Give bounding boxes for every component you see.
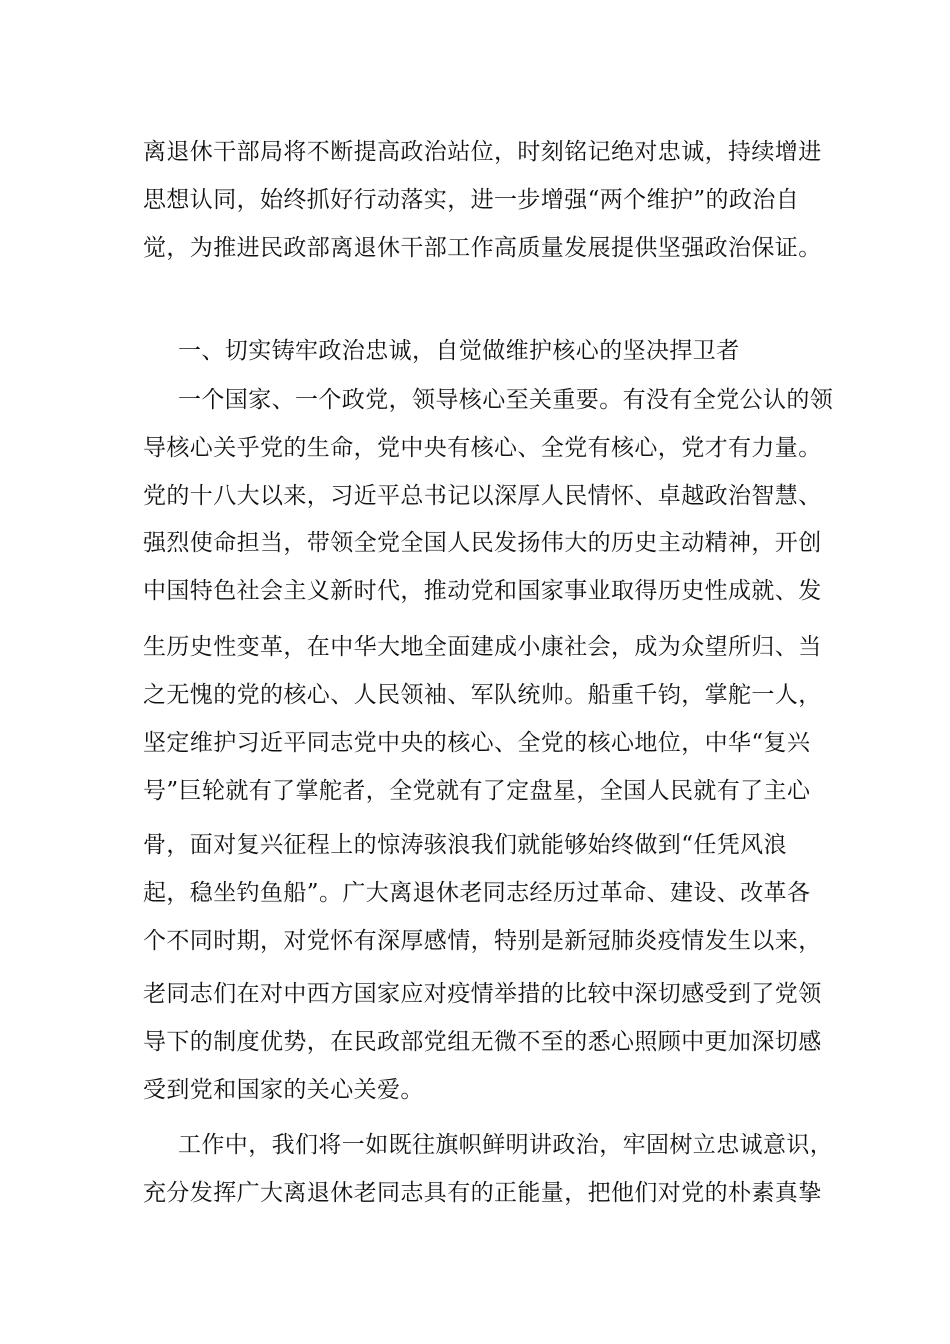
paragraph-line: 骨，面对复兴征程上的惊涛骇浪我们就能够始终做到“任凭风浪 xyxy=(143,832,787,858)
paragraph-line: 起，稳坐钓鱼船”。广大离退休老同志经历过革命、建设、改革各 xyxy=(143,880,811,906)
section-heading: 一、切实铸牢政治忠诚，自觉做维护核心的坚决捍卫者 xyxy=(178,338,740,364)
paragraph-line: 一个国家、一个政党，领导核心至关重要。有没有全党公认的领 xyxy=(178,387,834,413)
paragraph-line: 生历史性变革，在中华大地全面建成小康社会，成为众望所归、当 xyxy=(143,634,822,660)
paragraph-line: 号”巨轮就有了掌舵者，全党就有了定盘星，全国人民就有了主心 xyxy=(143,778,811,804)
intro-line: 思想认同，始终抓好行动落实，进一步增强“两个维护”的政治自 xyxy=(143,187,800,213)
paragraph-line: 工作中，我们将一如既往旗帜鲜明讲政治，牢固树立忠诚意识， xyxy=(178,1132,834,1158)
paragraph-line: 中国特色社会主义新时代，推动党和国家事业取得历史性成就、发 xyxy=(143,578,822,604)
paragraph-line: 导核心关乎党的生命，党中央有核心、全党有核心，党才有力量。 xyxy=(143,435,822,461)
paragraph-line: 之无愧的党的核心、人民领袖、军队统帅。船重千钧，掌舵一人， xyxy=(143,682,822,708)
paragraph-line: 个不同时期，对党怀有深厚感情，特别是新冠肺炎疫情发生以来， xyxy=(143,928,822,954)
intro-line: 离退休干部局将不断提高政治站位，时刻铭记绝对忠诚，持续增进 xyxy=(143,139,822,165)
paragraph-line: 老同志们在对中西方国家应对疫情举措的比较中深切感受到了党领 xyxy=(143,981,822,1007)
paragraph-line: 充分发挥广大离退休老同志具有的正能量，把他们对党的朴素真挚 xyxy=(143,1180,822,1206)
paragraph-line: 受到党和国家的关心关爱。 xyxy=(143,1077,424,1103)
intro-line: 觉，为推进民政部离退休干部工作高质量发展提供坚强政治保证。 xyxy=(143,235,822,261)
paragraph-line: 导下的制度优势，在民政部党组无微不至的悉心照顾中更加深切感 xyxy=(143,1029,822,1055)
paragraph-line: 强烈使命担当，带领全党全国人民发扬伟大的历史主动精神，开创 xyxy=(143,530,822,556)
paragraph-line: 坚定维护习近平同志党中央的核心、全党的核心地位，中华“复兴 xyxy=(143,730,811,756)
paragraph-line: 党的十八大以来，习近平总书记以深厚人民情怀、卓越政治智慧、 xyxy=(143,483,822,509)
